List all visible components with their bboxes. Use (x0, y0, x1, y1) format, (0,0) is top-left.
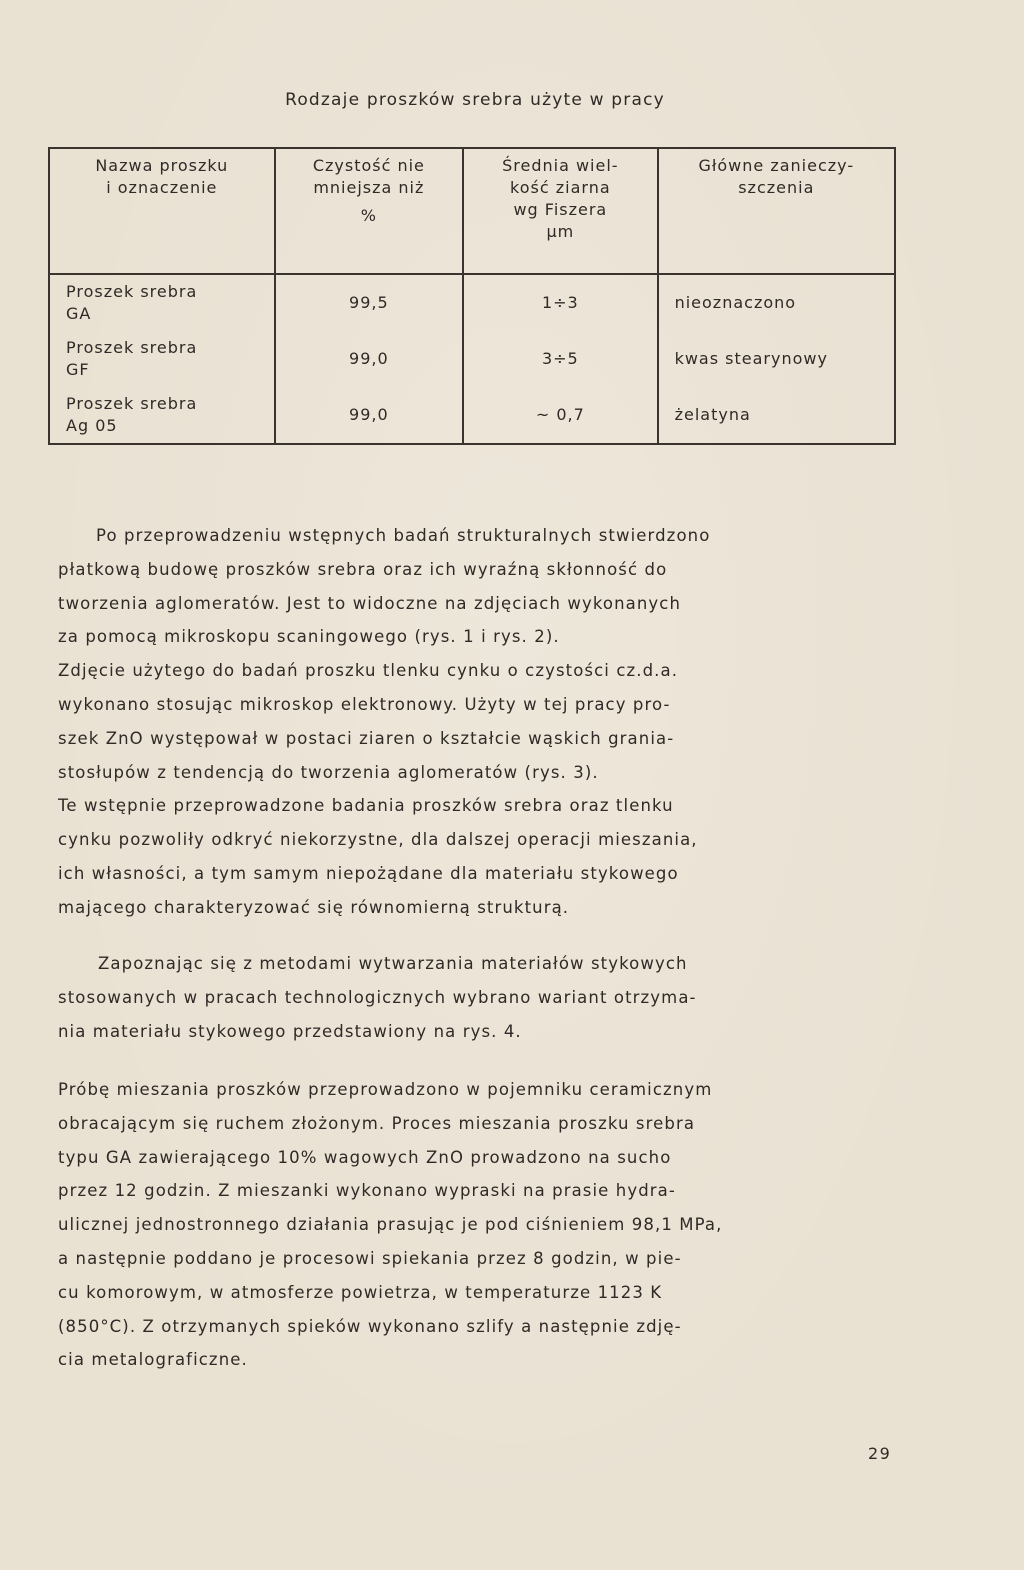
cell-grain-size: 3÷5 (463, 331, 657, 387)
cell-powder-name (49, 331, 275, 387)
text-line: obracającym się ruchem złożonym. Proces mieszania proszku srebra (58, 1113, 696, 1133)
text-line: cynku pozwoliły odkryć niekorzystne, dla dalszej operacji mieszania, (58, 830, 698, 850)
text-line: cu komorowym, w atmosferze powietrza, w temperaturze 1123 K (58, 1282, 663, 1302)
text-line: a następnie poddano je procesowi spiekania przez 8 godzin, w pie- (58, 1248, 682, 1268)
table-row (49, 331, 895, 387)
cell-purity: 99,5 (275, 274, 463, 331)
text-line: (850°C). Z otrzymanych spieków wykonano szlify a następnie zdję- (58, 1316, 682, 1336)
table-header-row (49, 148, 895, 274)
cell-line: GF (66, 360, 90, 379)
text-line: Te wstępnie przeprowadzone badania proszków srebra oraz tlenku (58, 796, 674, 816)
header-line: szczenia (738, 178, 815, 197)
text-line: Zapoznając się z metodami wytwarzania materiałów stykowych (98, 954, 688, 973)
header-line: wg Fiszera (513, 200, 608, 219)
text-line: tworzenia aglomeratów. Jest to widoczne na zdjęciach wykonanych (58, 593, 682, 613)
cell-grain-size: ~ 0,7 (463, 387, 657, 444)
text-line: typu GA zawierającego 10% wagowych ZnO prowadzono na sucho (58, 1147, 672, 1167)
header-powder-name (49, 148, 275, 274)
silver-powders-table (48, 147, 896, 445)
cell-impurity: żelatyna (658, 387, 895, 444)
header-grain-size (463, 148, 657, 274)
table-row (49, 387, 895, 444)
header-line: Średnia wiel- (502, 156, 619, 175)
paragraph (58, 947, 894, 1048)
cell-purity: 99,0 (275, 331, 463, 387)
header-line: Czystość nie (312, 156, 425, 175)
text-line: Po przeprowadzeniu wstępnych badań strukturalnych stwierdzono (96, 526, 711, 545)
paragraph (58, 519, 894, 925)
table-caption: Rodzaje proszków srebra użyte w pracy (285, 90, 665, 110)
header-line: mniejsza niż (313, 178, 425, 197)
text-line: wykonano stosując mikroskop elektronowy. Użyty w tej pracy pro- (58, 694, 671, 714)
paragraph (58, 1073, 894, 1377)
text-line: Zdjęcie użytego do badań proszku tlenku cynku o czystości cz.d.a. (58, 661, 679, 681)
cell-line: Ag 05 (66, 416, 118, 435)
header-line: Główne zanieczy- (698, 156, 855, 175)
cell-purity: 99,0 (275, 387, 463, 444)
header-line: Nazwa proszku (95, 156, 229, 175)
text-line: mającego charakteryzować się równomierną strukturą. (58, 897, 570, 917)
text-line: cia metalograficzne. (58, 1350, 248, 1370)
text-line: szek ZnO występował w postaci ziaren o kształcie wąskich grania- (58, 728, 675, 748)
cell-line: Proszek srebra (66, 394, 198, 413)
header-unit: % (360, 206, 377, 225)
header-line: i oznaczenie (106, 178, 218, 197)
text-line: przez 12 godzin. Z mieszanki wykonano wypraski na prasie hydra- (58, 1181, 676, 1201)
cell-powder-name (49, 274, 275, 331)
cell-grain-size: 1÷3 (463, 274, 657, 331)
text-line: stosowanych w pracach technologicznych wybrano wariant otrzyma- (58, 987, 697, 1007)
cell-line: Proszek srebra (66, 338, 198, 357)
header-impurities (658, 148, 895, 274)
header-purity (275, 148, 463, 274)
cell-impurity: nieoznaczono (658, 274, 895, 331)
header-line: kość ziarna (510, 178, 611, 197)
text-line: stosłupów z tendencją do tworzenia aglomeratów (rys. 3). (58, 762, 599, 782)
text-line: ich własności, a tym samym niepożądane dla materiału stykowego (58, 863, 679, 883)
text-line: ulicznej jednostronnego działania prasując je pod ciśnieniem 98,1 MPa, (58, 1215, 723, 1235)
header-unit: µm (546, 222, 575, 241)
cell-line: Proszek srebra (66, 282, 198, 301)
text-line: nia materiału stykowego przedstawiony na rys. 4. (58, 1021, 522, 1041)
cell-powder-name (49, 387, 275, 444)
page-number: 29 (868, 1444, 892, 1463)
table-row (49, 274, 895, 331)
cell-impurity: kwas stearynowy (658, 331, 895, 387)
text-line: Próbę mieszania proszków przeprowadzono w pojemniku ceramicznym (58, 1080, 713, 1099)
cell-line: GA (66, 304, 92, 323)
text-line: płatkową budowę proszków srebra oraz ich wyraźną skłonność do (58, 559, 668, 579)
text-line: za pomocą mikroskopu scaningowego (rys. 1 i rys. 2). (58, 627, 560, 647)
